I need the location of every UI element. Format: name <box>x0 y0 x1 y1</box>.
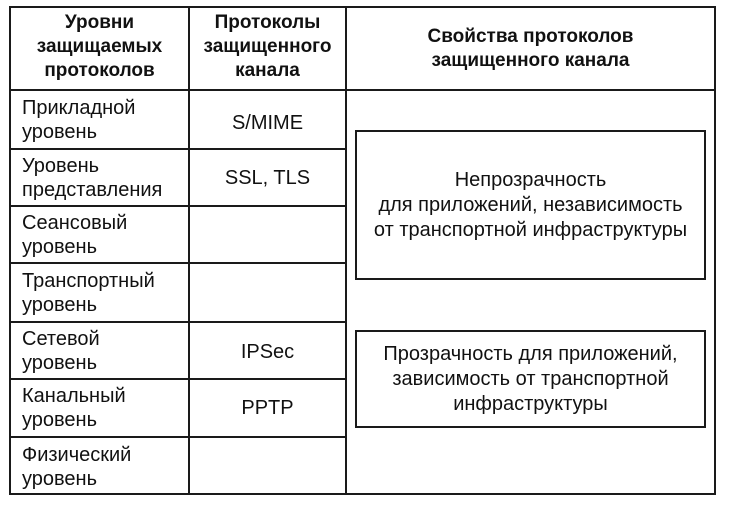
level-application <box>22 96 135 144</box>
header-properties <box>347 25 714 73</box>
protocol-presentation: SSL, TLS <box>224 167 311 189</box>
level-datalink <box>22 384 126 432</box>
property-lower-line-1: Прозрачность для приложений, <box>383 342 678 365</box>
level-presentation-line-2: представления <box>22 179 163 201</box>
level-network-line-2: уровень <box>22 352 98 374</box>
level-session <box>22 211 127 259</box>
level-transport <box>22 269 155 317</box>
property-box-upper <box>355 130 706 280</box>
header-protocols-line-1: Протоколы <box>214 12 321 33</box>
row-divider-2 <box>9 205 347 207</box>
row-divider-5 <box>9 378 347 380</box>
header-properties-line-1: Свойства протоколов <box>427 26 634 47</box>
property-upper-line-1: Непрозрачность <box>454 168 607 191</box>
property-box-lower <box>355 330 706 428</box>
protocol-application: S/MIME <box>231 112 304 134</box>
property-lower-line-3: инфраструктуры <box>453 392 608 415</box>
header-protocols <box>190 11 345 83</box>
level-presentation-line-1: Уровень <box>22 155 100 177</box>
row-divider-1 <box>9 148 347 150</box>
level-datalink-line-1: Канальный <box>22 385 126 407</box>
column-divider-2 <box>345 6 347 495</box>
level-session-line-1: Сеансовый <box>22 212 128 234</box>
level-transport-line-1: Транспортный <box>22 270 155 292</box>
level-transport-line-2: уровень <box>22 294 98 316</box>
property-lower-line-2: зависимость от транспортной <box>392 367 669 390</box>
header-protocols-line-2: защищенного <box>203 36 332 57</box>
property-upper-line-2: для приложений, независимость <box>378 193 683 216</box>
header-levels-line-2: защищаемых <box>36 36 163 57</box>
header-properties-line-2: защищенного канала <box>431 50 630 71</box>
level-datalink-line-2: уровень <box>22 409 98 431</box>
level-presentation <box>22 154 162 202</box>
level-network-line-1: Сетевой <box>22 328 100 350</box>
protocol-network: IPSec <box>240 341 295 363</box>
row-divider-3 <box>9 262 347 264</box>
level-physical <box>22 443 131 491</box>
level-application-line-2: уровень <box>22 121 98 143</box>
level-session-line-2: уровень <box>22 236 98 258</box>
row-divider-6 <box>9 436 347 438</box>
header-levels-line-3: протоколов <box>44 60 155 81</box>
header-divider <box>9 89 716 91</box>
header-levels-line-1: Уровни <box>64 12 135 33</box>
row-divider-4 <box>9 321 347 323</box>
level-physical-line-2: уровень <box>22 468 98 490</box>
protocol-datalink: PPTP <box>241 397 294 419</box>
level-application-line-1: Прикладной <box>22 97 136 119</box>
header-levels <box>11 11 188 83</box>
level-network <box>22 327 100 375</box>
property-upper-line-3: от транспортной инфраструктуры <box>373 218 688 241</box>
header-protocols-line-3: канала <box>235 60 300 81</box>
level-physical-line-1: Физический <box>22 444 132 466</box>
